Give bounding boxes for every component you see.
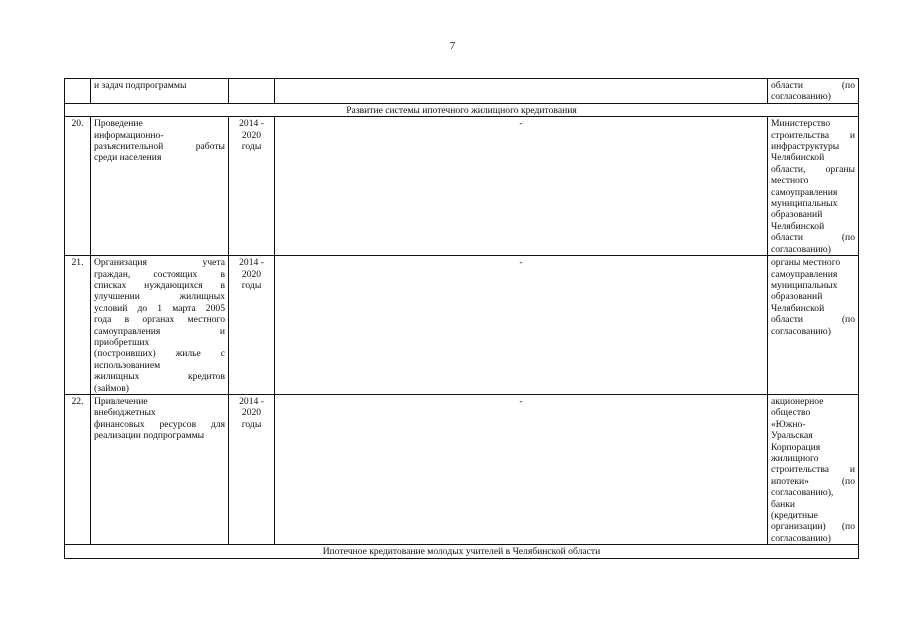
executor-line: органы местного [771, 257, 841, 269]
executor-cell [768, 394, 859, 544]
table-row [65, 394, 859, 544]
section-header-row [65, 103, 859, 116]
executor-line: местного [771, 175, 809, 187]
period-line: годы [241, 279, 262, 291]
page-number: 7 [449, 40, 456, 52]
executor-line: строительства и [771, 129, 855, 141]
cost-cell: - [275, 394, 768, 544]
executor-line: области (по [771, 314, 855, 326]
section-title: Ипотечное кредитование молодых учителей в Челябинской области [65, 545, 859, 558]
executor-line: банки [771, 498, 796, 510]
measure-name-line: самоуправления и [94, 325, 225, 337]
executor-line: муниципальных [771, 198, 838, 210]
executor-line: согласованию) [771, 243, 831, 255]
table-row [65, 117, 859, 256]
executor-line: самоуправления [771, 186, 838, 198]
period-cell [229, 256, 275, 395]
measure-name-cell [91, 79, 229, 104]
measure-name-line: (займов) [94, 382, 129, 394]
period-line: 2014 - [239, 395, 264, 407]
executor-line: (кредитные [771, 510, 818, 522]
num-cell [65, 79, 91, 104]
period-line: годы [241, 418, 262, 430]
executor-line: инфраструктуры [771, 141, 840, 153]
period-line: 2020 [241, 268, 262, 280]
executor-line: Корпорация [771, 441, 821, 453]
measure-name-line: условий до 1 марта 2005 [94, 302, 225, 314]
measure-name-line: среди населения [94, 152, 162, 164]
measure-name-line: внебюджетных [94, 407, 156, 419]
measure-name-cell [91, 117, 229, 256]
section-header-row [65, 545, 859, 558]
period-line: годы [241, 141, 262, 153]
executor-cell [768, 256, 859, 395]
executor-line: образований [771, 291, 823, 303]
executor-line: жилищного [771, 453, 819, 464]
period-cell [229, 394, 275, 544]
period-line: 2020 [241, 129, 262, 141]
measure-name-line: Проведение [94, 118, 143, 130]
measure-name-line: граждан, состоящих в [94, 268, 225, 280]
measure-name-line: Организация учета [94, 257, 225, 269]
executor-line: области (по [771, 80, 855, 91]
executor-cell [768, 117, 859, 256]
executor-line: самоуправления [771, 268, 838, 280]
period-cell [229, 79, 275, 104]
row-number: 20. [65, 117, 91, 256]
measure-name-cell [91, 256, 229, 395]
continuation-row [65, 79, 859, 104]
executor-line: согласованию), [771, 487, 834, 499]
measure-name-line: разъяснительной работы [94, 141, 225, 153]
period-line: 2014 - [239, 257, 264, 269]
executor-line: согласованию) [771, 532, 831, 544]
executor-line: акционерное [771, 395, 824, 407]
executor-line: муниципальных [771, 279, 838, 291]
measure-name-line: Привлечение [94, 395, 148, 407]
measure-name-line: финансовых ресурсов для [94, 418, 225, 430]
executor-line: области (по [771, 232, 855, 244]
measure-name-line: приобретших [94, 336, 150, 348]
executor-line: «Южно- [771, 418, 806, 430]
executor-line: согласованию) [771, 325, 831, 337]
executor-line: области, органы [771, 163, 855, 175]
executor-line: Уральская [771, 430, 813, 442]
cost-cell: - [275, 117, 768, 256]
measure-name-line: списках нуждающихся в [94, 279, 225, 291]
cost-cell [275, 79, 768, 104]
executor-line: общество [771, 407, 811, 419]
table-row [65, 256, 859, 395]
executor-line: Челябинской [771, 220, 825, 232]
executor-line: Челябинской [771, 152, 825, 164]
measure-name-line: (построивших) жилье с [94, 348, 225, 360]
row-number: 22. [65, 394, 91, 544]
executor-line: образований [771, 209, 823, 221]
period-line: 2014 - [239, 118, 264, 130]
executor-cell [768, 79, 859, 104]
measures-table [64, 78, 859, 559]
cost-cell: - [275, 256, 768, 395]
measure-name-line: года в органах местного [94, 314, 225, 326]
measure-name-line: использованием [94, 359, 161, 371]
executor-line: согласованию) [771, 91, 831, 103]
measure-name-line: жилищных кредитов [94, 371, 225, 383]
executor-line: строительства и [771, 464, 855, 476]
executor-line: Челябинской [771, 302, 825, 314]
measure-name-line: улучшении жилищных [94, 291, 225, 303]
executor-line: Министерство [771, 118, 831, 130]
executor-line: ипотеки» (по [771, 475, 855, 487]
executor-line: организации) (по [771, 521, 855, 533]
period-line: 2020 [241, 407, 262, 419]
measure-name-line: и задач подпрограммы [94, 80, 187, 91]
section-title: Развитие системы ипотечного жилищного кредитования [65, 103, 859, 116]
period-cell [229, 117, 275, 256]
measure-name-line: информационно- [94, 129, 164, 141]
row-number: 21. [65, 256, 91, 395]
measure-name-cell [91, 394, 229, 544]
measure-name-line: реализации подпрограммы [94, 430, 205, 442]
